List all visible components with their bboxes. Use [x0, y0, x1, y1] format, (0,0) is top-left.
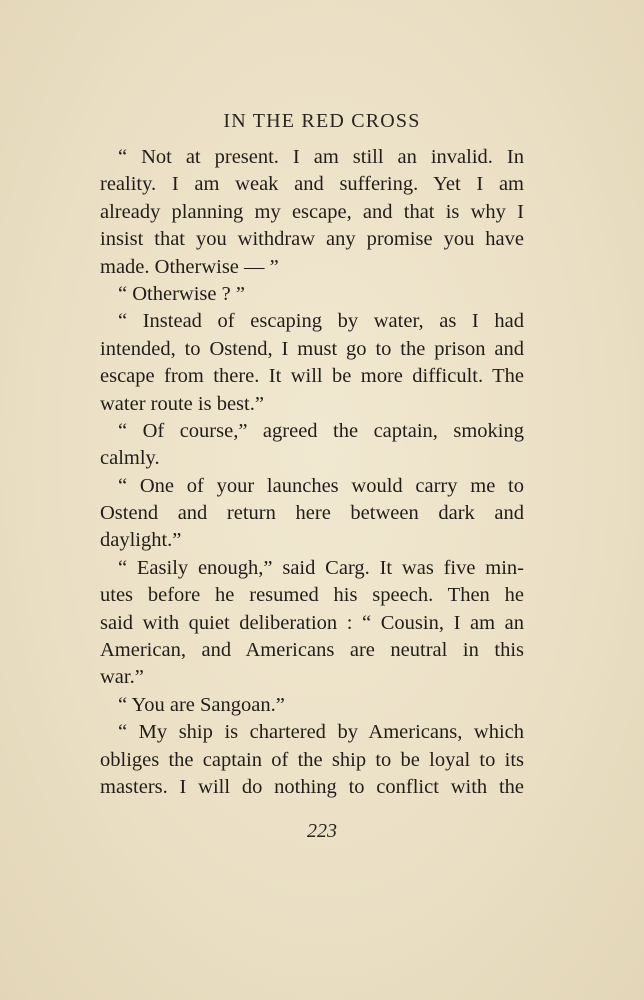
text-line: “ Not at present. I am still an invalid. In: [118, 146, 524, 168]
text-line: water route is best.”: [100, 392, 264, 415]
text-line: war.”: [100, 666, 144, 689]
text-line: “ Otherwise ? ”: [118, 282, 245, 305]
text-line: intended, to Ostend, I must go to the prison and: [100, 337, 524, 360]
text-line: already planning my escape, and that is why I: [100, 200, 524, 223]
text-line: “ Instead of escaping by water, as I had: [118, 310, 524, 333]
text-line: “ Of course,” agreed the captain, smoking: [118, 419, 524, 442]
text-line: reality. I am weak and suffering. Yet I am: [100, 173, 524, 196]
text-line: Ostend and return here between dark and: [100, 502, 524, 525]
text-line: American, and Americans are neutral in this: [100, 639, 524, 662]
text-line: “ You are Sangoan.”: [118, 693, 285, 716]
text-line: utes before he resumed his speech. Then he: [100, 584, 524, 607]
running-head: IN THE RED CROSS: [223, 110, 421, 132]
text-line: insist that you withdraw any promise you have: [100, 228, 524, 251]
body-text: [100, 144, 524, 801]
text-line: daylight.”: [100, 529, 182, 552]
text-line: made. Otherwise — ”: [100, 255, 279, 278]
page-number: 223: [307, 820, 337, 842]
text-line: “ My ship is chartered by Americans, which: [118, 721, 524, 744]
text-line: “ One of your launches would carry me to: [118, 474, 524, 497]
text-line: said with quiet deliberation : “ Cousin, I am an: [100, 611, 524, 634]
text-line: obliges the captain of the ship to be loyal to its: [100, 748, 524, 771]
text-line: calmly.: [100, 447, 160, 470]
text-line: “ Easily enough,” said Carg. It was five min-: [118, 556, 524, 579]
text-line: masters. I will do nothing to conflict with the: [100, 775, 524, 798]
text-line: escape from there. It will be more difficult. The: [100, 365, 524, 388]
